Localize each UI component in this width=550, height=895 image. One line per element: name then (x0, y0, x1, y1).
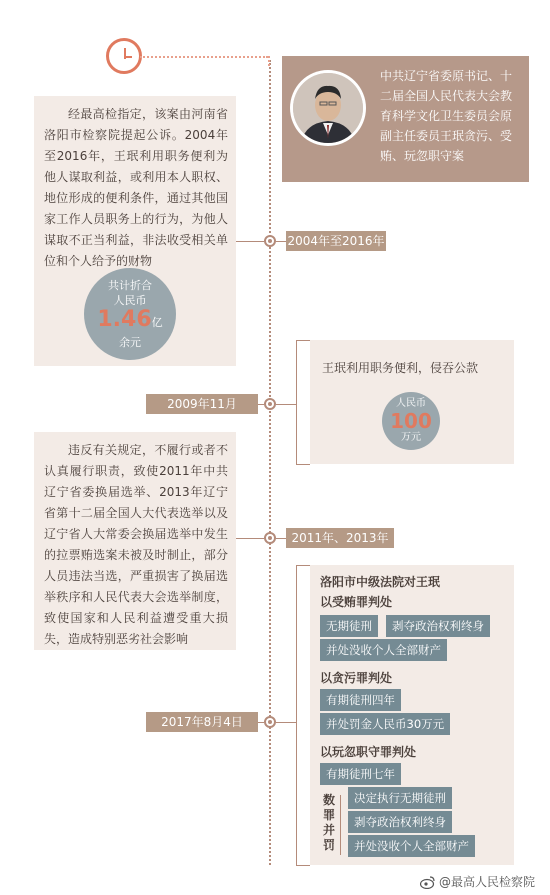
sentence-pill: 有期徒刑七年 (320, 763, 401, 785)
label-char: 罚 (322, 838, 335, 852)
date-tag-2004: 2004年至2016年 (286, 231, 386, 251)
bracket-4-top (296, 565, 310, 566)
bracket-4-bottom (296, 865, 310, 866)
label-char: 并 (322, 823, 335, 837)
defendant-photo (290, 70, 366, 146)
clock-connector-down (268, 56, 270, 66)
timeline-dot-2 (264, 398, 276, 410)
date-tag-2017: 2017年8月4日 (146, 712, 258, 732)
date-tag-2011: 2011年、2013年 (286, 528, 394, 548)
connector-3 (236, 538, 264, 539)
stat-value: 1.46 (97, 307, 152, 332)
case-header-card (282, 56, 529, 182)
verdict-title: 洛阳市中级法院对王珉 (320, 575, 441, 589)
embezzlement-stat (382, 392, 440, 450)
sentence-pill: 无期徒刑 (320, 615, 378, 637)
sentence-pill: 决定执行无期徒刑 (348, 787, 452, 809)
case-title: 中共辽宁省委原书记、十二届全国人民代表大会教育科学文化卫生委员会原副主任委员王珉贪污、受贿、玩忽职守案 (380, 69, 513, 163)
bracket-2-bottom (296, 464, 310, 465)
timeline-dot-4 (264, 716, 276, 728)
sentence-pill: 剥夺政治权利终身 (386, 615, 490, 637)
stat-suffix: 余元 (119, 336, 141, 349)
stat-unit: 亿 (151, 316, 163, 329)
label-char: 罪 (322, 808, 335, 822)
embezzlement-panel (310, 340, 514, 464)
clock-icon (106, 38, 142, 74)
bribery-facts-panel (34, 96, 236, 366)
combined-bracket (340, 795, 341, 855)
connector-1 (236, 241, 264, 242)
bribery-total-stat (84, 268, 176, 360)
bracket-4 (296, 565, 297, 865)
sentence-pill: 剥夺政治权利终身 (348, 811, 452, 833)
embezzlement-text: 王珉利用职务便利，侵吞公款 (322, 361, 479, 375)
weibo-icon (420, 875, 436, 889)
sentence-pill: 有期徒刑四年 (320, 689, 401, 711)
date-tag-2009: 2009年11月 (146, 394, 258, 414)
sentence-pill: 并处没收个人全部财产 (348, 835, 475, 857)
neglect-facts-panel (34, 432, 236, 650)
timeline-dot-1 (264, 235, 276, 247)
connector-3b (276, 538, 286, 539)
connector-2b (276, 404, 296, 405)
stat-label: 人民币 (396, 398, 426, 409)
combined-punishment-label (322, 793, 336, 853)
bracket-2-top (296, 340, 310, 341)
connector-4b (276, 722, 296, 723)
timeline-dot-3 (264, 532, 276, 544)
sentence-pill: 并处没收个人全部财产 (320, 639, 447, 661)
neglect-verdict-heading: 以玩忽职守罪判处 (320, 745, 417, 759)
timeline-line (269, 60, 271, 865)
stat-value: 100 (390, 409, 432, 433)
bribery-verdict-heading: 以受贿罪判处 (320, 595, 393, 609)
neglect-facts-text: 违反有关规定，不履行或者不认真履行职责，致使2011年中共辽宁省委换届选举、2013年辽宁省第十二届全国人大代表选举以及辽宁省人大常委会换届选举中发生的拉票贿选案未被及时制止，部分人员违法当选，严重损害了换届选举秩序和人民代表大会选举制度，致使国家和人民利益遭受重大损失，造成特别恶劣社会影响 (44, 443, 228, 646)
watermark-text: @最高人民检察院 (439, 875, 536, 889)
sentence-pill: 并处罚金人民币30万元 (320, 713, 450, 735)
stat-suffix: 万元 (401, 432, 421, 443)
watermark (420, 873, 535, 890)
clock-connector (140, 56, 268, 58)
bracket-2 (296, 340, 297, 464)
connector-1b (276, 241, 286, 242)
portrait-icon (293, 73, 363, 143)
verdict-panel (310, 565, 514, 865)
embezzle-verdict-heading: 以贪污罪判处 (320, 671, 393, 685)
stat-label: 共计折合 (108, 279, 152, 292)
stat-label-2: 人民币 (113, 294, 147, 307)
bribery-facts-text: 经最高检指定，该案由河南省洛阳市检察院提起公诉。2004年至2016年，王珉利用职务便利为他人谋取利益，或利用本人职权、地位形成的便利条件，通过其他国家工作人员职务上的行为，为他人谋取不正当利益，非法收受相关单位和个人给予的财物 (44, 107, 228, 268)
label-char: 数 (322, 793, 335, 807)
